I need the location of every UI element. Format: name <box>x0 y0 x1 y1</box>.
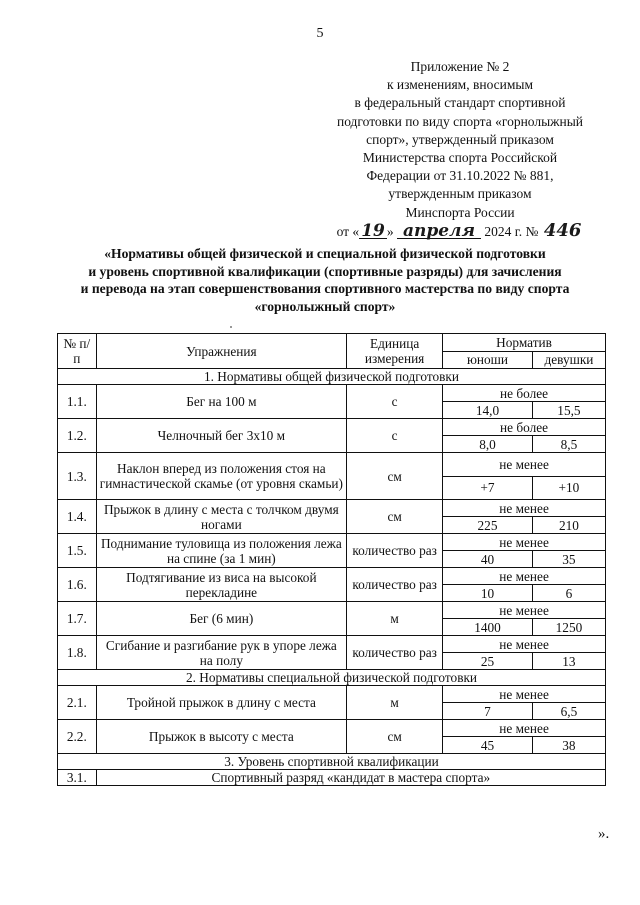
row-exercise: Прыжок в длину с места с толчком двумя ногами <box>96 500 347 534</box>
row-number: 1.5. <box>58 534 97 568</box>
row-condition: не менее <box>443 453 606 477</box>
row-exercise: Поднимание туловища из положения лежа на спине (за 1 мин) <box>96 534 347 568</box>
row-number: 1.2. <box>58 419 97 453</box>
row-condition: не менее <box>443 636 606 653</box>
closing-quote: ». <box>598 826 610 842</box>
order-date-line <box>330 219 590 241</box>
row-exercise: Челночный бег 3х10 м <box>96 419 347 453</box>
header-girls: девушки <box>532 351 605 369</box>
title-line: «горнолыжный спорт» <box>254 298 396 314</box>
appendix-line: Федерации от 31.10.2022 № 881, <box>366 168 554 184</box>
row-number: 1.3. <box>58 453 97 500</box>
value-girls: 15,5 <box>532 402 605 419</box>
table-row <box>58 636 606 653</box>
appendix-block <box>330 58 590 241</box>
row-condition: не менее <box>443 720 606 737</box>
value-girls: 13 <box>532 653 605 670</box>
row-unit: количество раз <box>347 534 443 568</box>
row-unit: с <box>347 385 443 419</box>
value-girls: +10 <box>532 476 605 500</box>
table-row <box>58 500 606 517</box>
value-girls: 6,5 <box>532 703 605 720</box>
appendix-line: подготовки по виду спорта «горнолыжный <box>336 113 584 129</box>
table-row <box>58 534 606 551</box>
section-title: 1. Нормативы общей физической подготовки <box>58 369 606 385</box>
value-boys: 25 <box>443 653 533 670</box>
value-boys: 7 <box>443 703 533 720</box>
table-row <box>58 453 606 477</box>
row-unit: см <box>347 500 443 534</box>
handwritten-order-number: 446 <box>543 219 582 241</box>
row-number: 1.6. <box>58 568 97 602</box>
row-exercise: Бег на 100 м <box>96 385 347 419</box>
row-unit: м <box>347 602 443 636</box>
row-unit: с <box>347 419 443 453</box>
title-line: и перевода на этап совершенствования спортивного мастерства по виду спорта <box>80 281 570 296</box>
row-exercise: Тройной прыжок в длину с места <box>96 686 347 720</box>
value-girls: 38 <box>532 737 605 754</box>
row-condition: не менее <box>443 500 606 517</box>
appendix-line: Приложение № 2 <box>410 59 510 74</box>
title-line: и уровень спортивной квалификации (спортивные разряды) для зачисления <box>88 263 562 279</box>
document-title <box>40 245 610 315</box>
row-number: 1.8. <box>58 636 97 670</box>
header-norm: Норматив <box>443 334 606 352</box>
table-row <box>58 568 606 585</box>
value-boys: 8,0 <box>443 436 533 453</box>
value-girls: 8,5 <box>532 436 605 453</box>
table-row <box>58 385 606 402</box>
table-row <box>58 419 606 436</box>
row-condition: не менее <box>443 534 606 551</box>
row-number: 1.1. <box>58 385 97 419</box>
value-girls: 6 <box>532 585 605 602</box>
header-unit: Единица измерения <box>347 334 443 369</box>
order-mid: » <box>386 223 394 239</box>
value-boys: 225 <box>443 517 533 534</box>
header-num: № п/п <box>58 334 97 369</box>
value-boys: 10 <box>443 585 533 602</box>
title-line: «Нормативы общей физической и специальной физической подготовки <box>104 246 546 261</box>
row-unit: м <box>347 686 443 720</box>
row-description: Спортивный разряд «кандидат в мастера спорта» <box>96 770 605 786</box>
row-condition: не менее <box>443 686 606 703</box>
table-row <box>58 770 606 786</box>
table-row <box>58 720 606 737</box>
row-number: 2.2. <box>58 720 97 754</box>
header-boys: юноши <box>443 351 533 369</box>
appendix-line: к изменениям, вносимым <box>386 77 534 93</box>
row-unit: количество раз <box>347 568 443 602</box>
row-exercise: Бег (6 мин) <box>96 602 347 636</box>
order-year: 2024 г. № <box>484 223 539 239</box>
header-exercise: Упражнения <box>96 334 347 369</box>
row-condition: не более <box>443 419 606 436</box>
handwritten-day: 19 <box>361 220 385 241</box>
value-boys: 14,0 <box>443 402 533 419</box>
appendix-line: спорт», утвержденный приказом <box>366 131 554 147</box>
handwritten-month: апреля <box>397 224 481 239</box>
row-exercise: Наклон вперед из положения стоя на гимнастической скамье (от уровня скамьи) <box>96 453 347 500</box>
page-number: 5 <box>316 26 324 41</box>
table-row <box>58 686 606 703</box>
row-number: 3.1. <box>58 770 97 786</box>
value-girls: 210 <box>532 517 605 534</box>
row-number: 2.1. <box>58 686 97 720</box>
value-girls: 1250 <box>532 619 605 636</box>
row-number: 1.4. <box>58 500 97 534</box>
row-number: 1.7. <box>58 602 97 636</box>
scan-speck <box>230 326 232 328</box>
appendix-line: Минспорта России <box>405 204 515 220</box>
row-exercise: Прыжок в высоту с места <box>96 720 347 754</box>
appendix-line: Министерства спорта Российской <box>362 150 558 166</box>
table-header-row <box>58 334 606 352</box>
section-title: 3. Уровень спортивной квалификации <box>58 754 606 770</box>
norms-table <box>57 333 606 786</box>
section-title: 2. Нормативы специальной физической подготовки <box>58 670 606 686</box>
row-exercise: Подтягивание из виса на высокой перекладине <box>96 568 347 602</box>
appendix-line: в федеральный стандарт спортивной <box>354 95 566 111</box>
value-boys: 45 <box>443 737 533 754</box>
section-row <box>58 754 606 770</box>
section-row <box>58 369 606 385</box>
value-boys: 40 <box>443 551 533 568</box>
order-prefix: от « <box>336 223 360 239</box>
row-condition: не менее <box>443 602 606 619</box>
row-unit: см <box>347 453 443 500</box>
appendix-line: утвержденным приказом <box>388 186 532 202</box>
row-unit: см <box>347 720 443 754</box>
value-girls: 35 <box>532 551 605 568</box>
row-unit: количество раз <box>347 636 443 670</box>
value-boys: 1400 <box>443 619 533 636</box>
value-boys: +7 <box>443 476 533 500</box>
row-condition: не более <box>443 385 606 402</box>
row-exercise: Сгибание и разгибание рук в упоре лежа на полу <box>96 636 347 670</box>
section-row <box>58 670 606 686</box>
row-condition: не менее <box>443 568 606 585</box>
table-row <box>58 602 606 619</box>
